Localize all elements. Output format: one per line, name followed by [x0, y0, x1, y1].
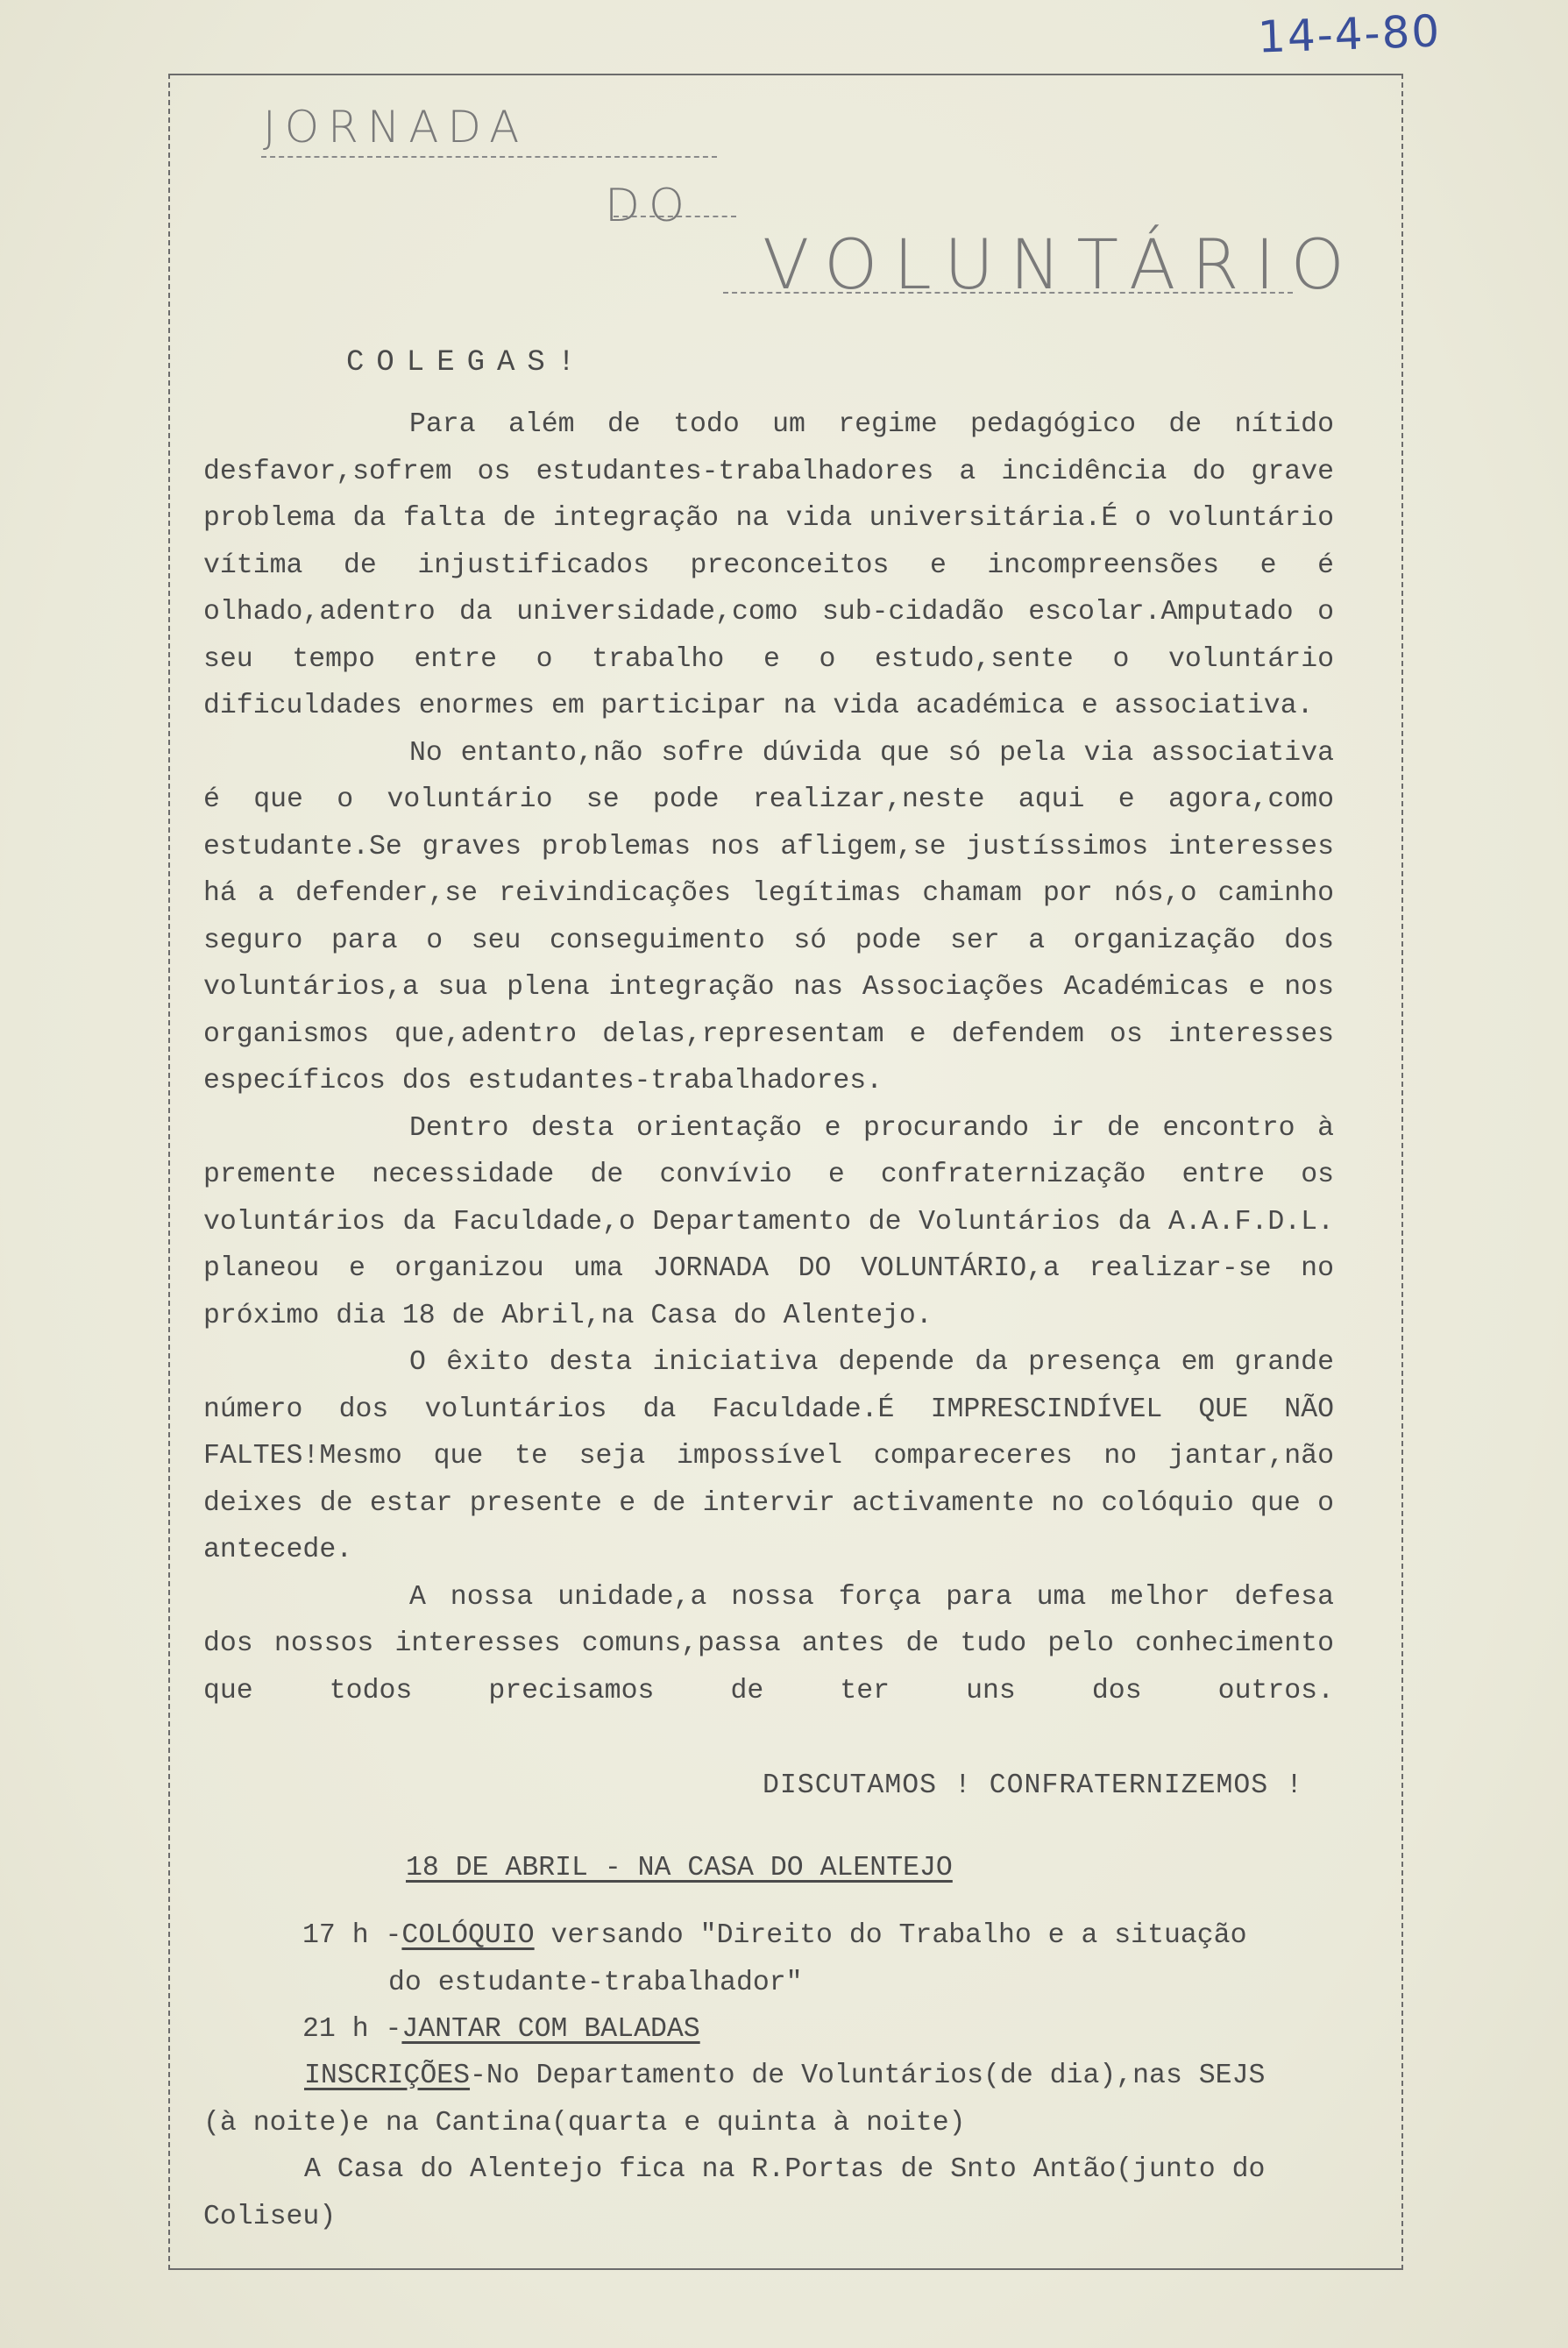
registration-line-1: [203, 2053, 1334, 2100]
body-text: [203, 401, 1334, 1714]
location-line-2: Coliseu): [203, 2201, 337, 2232]
schedule-time: 21 h -: [302, 2014, 402, 2045]
schedule-time: 17 h -: [302, 1920, 402, 1951]
header-line-2: DO: [605, 180, 693, 232]
registration-text: -No Departamento de Voluntários(de dia),nas SEJS: [470, 2061, 1266, 2091]
event-date: 18 DE ABRIL - NA CASA DO ALENTEJO: [406, 1853, 953, 1883]
paragraph-1: Para além de todo um regime pedagógico de nítido desfavor,sofrem os estudantes-trabalhadores a incidência do grave problema da falta de integração na vida universitária.É o voluntário vítima de injustificados preconceitos e incompreensões e é olhado,adentro da universidade,como sub-cidadão escolar.Amputado o seu tempo entre o trabalho e o estudo,sente o voluntário dificuldades enormes em participar na vida académica e associativa.: [203, 409, 1334, 721]
header-rule-2: [614, 216, 736, 217]
paragraph-5: A nossa unidade,a nossa força para uma melhor defesa dos nossos interesses comuns,passa antes de tudo pelo conhecimento que todos precisamos de ter uns dos outros.: [203, 1581, 1334, 1706]
schedule: [302, 1912, 1247, 2054]
paragraph-3: Dentro desta orientação e procurando ir de encontro à premente necessidade de convívio e confraternização entre os voluntários da Faculdade,o Departamento de Voluntários da A.A.F.D.L. planeou e organizou uma JORNADA DO VOLUNTÁRIO,a realizar-se no próximo dia 18 de Abril,na Casa do Alentejo.: [203, 1112, 1334, 1331]
header-line-1: JORNADA: [263, 102, 529, 153]
registration-line-2: (à noite)e na Cantina(quarta e quinta à noite): [203, 2107, 966, 2139]
schedule-item-coloquio: [302, 1912, 1247, 1960]
location-line-1: A Casa do Alentejo fica na R.Portas de Snto Antão(junto do: [304, 2154, 1266, 2185]
schedule-item-jantar: [302, 2006, 1247, 2054]
registration-info: [203, 2053, 1334, 2240]
handwritten-date: 14-4-80: [1257, 5, 1443, 63]
schedule-detail-continued: do estudante-trabalhador": [388, 1967, 803, 1998]
header-rule-1: [261, 156, 717, 158]
registration-label: INSCRIÇÕES: [304, 2061, 471, 2091]
greeting: COLEGAS!: [346, 346, 588, 380]
paragraph-4: O êxito desta iniciativa depende da presença em grande número dos voluntários da Faculdade.É IMPRESCINDÍVEL QUE NÃO FALTES!Mesmo que te seja impossível compareceres no jantar,não deixes de estar presente e de intervir activamente no colóquio que o antecede.: [203, 1347, 1334, 1565]
schedule-label: JANTAR COM BALADAS: [401, 2014, 700, 2045]
header-rule-3: [723, 292, 1293, 294]
header-line-3: VOLUNTÁRIO: [763, 226, 1360, 305]
schedule-label: COLÓQUIO: [401, 1920, 535, 1951]
schedule-detail: versando "Direito do Trabalho e a situação: [534, 1920, 1247, 1951]
paragraph-2: No entanto,não sofre dúvida que só pela via associativa é que o voluntário se pode realizar,neste aqui e agora,como estudante.Se graves problemas nos afligem,se justíssimos interesses há a defender,se reivindicações legítimas chamam por nós,o caminho seguro para o seu conseguimento só pode ser a organização dos voluntários,a sua plena integração nas Associações Académicas e nos organismos que,adentro delas,representam e defendem os interesses específicos dos estudantes-trabalhadores.: [203, 737, 1334, 1096]
slogan: DISCUTAMOS ! CONFRATERNIZEMOS !: [763, 1770, 1303, 1801]
